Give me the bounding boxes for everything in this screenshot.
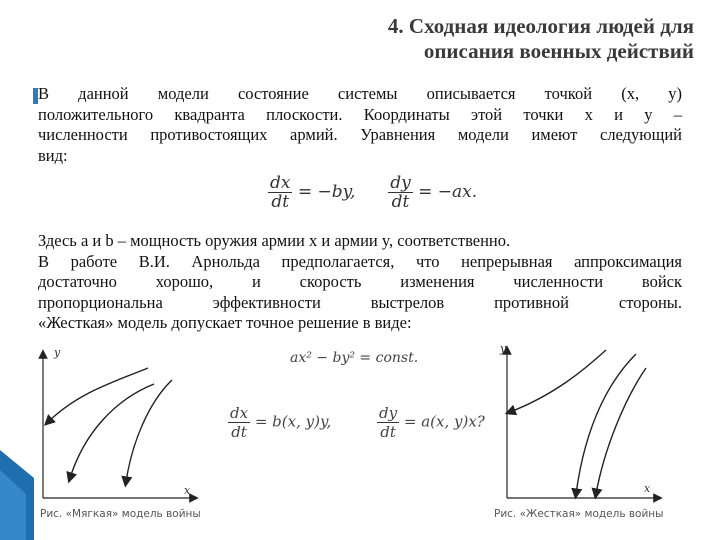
trajectory-curve (70, 384, 154, 478)
title-line-2: описания военных действий (423, 39, 694, 63)
soft-model-caption: Рис. «Мягкая» модель войны (40, 508, 201, 520)
paragraph-1 (38, 84, 682, 166)
ode-equation-4 (377, 404, 485, 441)
eq3-num: dx (230, 404, 249, 422)
eq3-rhs: = b(x, y)y, (254, 412, 332, 431)
eq1-den: dt (271, 192, 290, 212)
p1-line: В данной модели состояние системы описывается точкой (x, y) (38, 84, 682, 103)
p2-line: «Жесткая» модель допускает точное решение в виде: (38, 313, 412, 332)
y-axis-label: y (54, 346, 61, 359)
eq2-rhs: = −ax. (418, 182, 478, 202)
equation-system (268, 174, 477, 211)
eq4-den: dt (380, 423, 396, 441)
corner-decoration (0, 450, 34, 540)
paragraph-2 (38, 231, 682, 334)
soft-model-plot (34, 342, 204, 510)
p2-line: достаточно хорошо, и скорость изменения численности войск (38, 272, 682, 291)
eq2-num: dy (390, 173, 411, 193)
eq1-rhs: = −by, (297, 182, 356, 202)
eq4-rhs: = a(x, y)x? (403, 412, 485, 431)
eq3-den: dt (231, 423, 247, 441)
p2-line: В работе В.И. Арнольда предполагается, что непрерывная аппроксимация (38, 251, 682, 271)
const-equation: ax² − by² = const. (290, 350, 419, 366)
trajectory-curve (576, 354, 636, 494)
y-axis-label: y (500, 342, 507, 355)
p1-line: численности противостоящих армий. Уравнения модели имеют следующий (38, 125, 682, 144)
p1-line: вид: (38, 145, 68, 165)
x-axis-label: x (184, 484, 191, 497)
trajectory-curve (596, 368, 646, 494)
hard-model-plot (494, 340, 664, 510)
slide-title (388, 14, 694, 64)
p1-line: положительного квадранта плоскости. Координаты этой точки x и y – (38, 104, 682, 124)
eq1-num: dx (270, 173, 291, 193)
trajectory-curve (510, 350, 606, 412)
eq2-den: dt (391, 192, 410, 212)
title-line-1: 4. Сходная идеология людей для (387, 14, 694, 38)
x-axis-label: x (644, 482, 651, 495)
ode-equation-3 (228, 404, 331, 441)
p2-line: пропорциональна эффективности выстрелов противной стороны. (38, 292, 682, 312)
p2-line: Здесь a и b – мощность оружия армии x и армии y, соответственно. (38, 231, 511, 250)
hard-model-caption: Рис. «Жесткая» модель войны (494, 508, 664, 520)
eq4-num: dy (379, 404, 398, 422)
